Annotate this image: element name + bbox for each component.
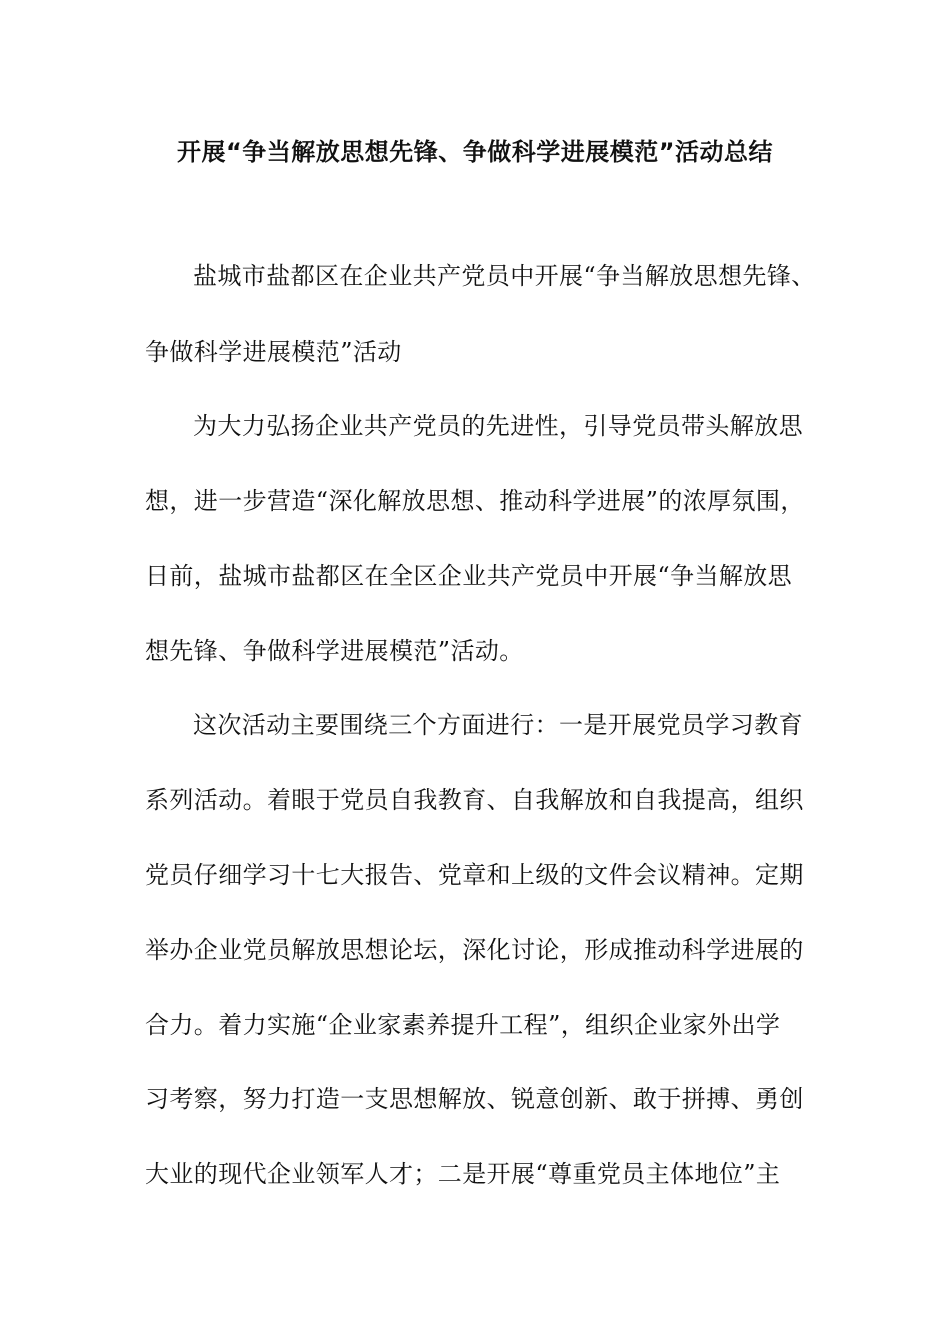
paragraph-line: 大业的现代企业领军人才；二是开展“尊重党员主体地位”主 xyxy=(145,1160,781,1188)
paragraph-line: 习考察，努力打造一支思想解放、锐意创新、敢于拼搏、勇创 xyxy=(145,1085,804,1113)
paragraph-line: 举办企业党员解放思想论坛，深化讨论，形成推动科学进展的 xyxy=(145,936,804,964)
paragraph-line: 为大力弘扬企业共产党员的先进性，引导党员带头解放思 xyxy=(193,412,803,440)
paragraph-line: 日前，盐城市盐都区在全区企业共产党员中开展“争当解放思 xyxy=(145,562,793,590)
paragraph-line: 想先锋、争做科学进展模范”活动。 xyxy=(145,637,524,665)
paragraph-line: 这次活动主要围绕三个方面进行：一是开展党员学习教育 xyxy=(193,711,803,739)
paragraph-line: 合力。着力实施“企业家素养提升工程”，组织企业家外出学 xyxy=(145,1011,781,1039)
paragraph-line: 争做科学进展模范”活动 xyxy=(145,338,402,366)
paragraph-line: 系列活动。着眼于党员自我教育、自我解放和自我提高，组织 xyxy=(145,786,804,814)
document-title: 开展“争当解放思想先锋、争做科学进展模范”活动总结 xyxy=(176,138,774,166)
paragraph-line: 党员仔细学习十七大报告、党章和上级的文件会议精神。定期 xyxy=(145,861,804,889)
paragraph-line: 想，进一步营造“深化解放思想、推动科学进展”的浓厚氛围， xyxy=(145,487,805,515)
paragraph-line: 盐城市盐都区在企业共产党员中开展“争当解放思想先锋、 xyxy=(193,262,816,290)
